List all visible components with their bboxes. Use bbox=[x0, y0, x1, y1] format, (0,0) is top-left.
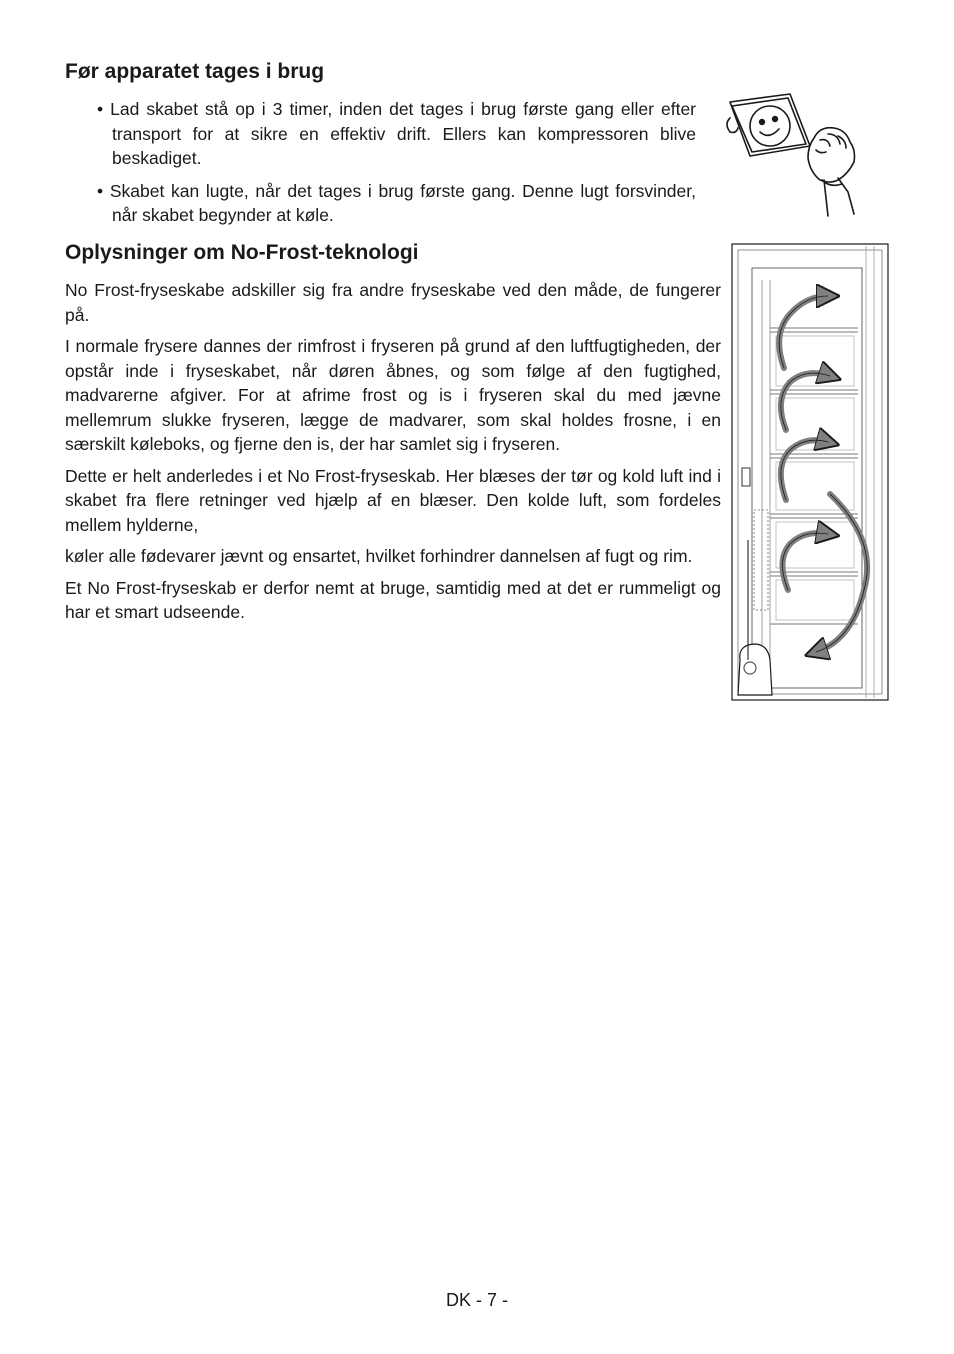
paragraph: Dette er helt anderledes i et No Frost-fryseskab. Her blæses der tør og kold luft ind i skabet fra flere retninger ved hjælp af en blæser. Den kolde luft, som fordeles mellem hylderne, bbox=[65, 465, 721, 535]
list-item: • Skabet kan lugte, når det tages i brug første gang. Denne lugt forsvinder, når skabet begynder at køle. bbox=[96, 179, 696, 228]
section-title-no-frost: Oplysninger om No-Frost-teknologi bbox=[65, 241, 419, 264]
paragraph: No Frost-fryseskabe adskiller sig fra andre fryseskabe ved den måde, de fungerer på. bbox=[65, 280, 721, 325]
paragraph: Et No Frost-fryseskab er derfor nemt at bruge, samtidig med at det er rummeligt og har et smart udseende. bbox=[65, 577, 721, 622]
no-frost-text bbox=[65, 278, 721, 632]
list-item: • Lad skabet stå op i 3 timer, inden det tages i brug første gang eller efter transport for at sikre en effektiv drift. Ellers kan kompressoren blive beskadiget. bbox=[96, 97, 696, 171]
before-use-list bbox=[96, 97, 696, 236]
paragraph: I normale frysere dannes der rimfrost i fryseren på grund af den luftfugtigheden, der opstår inde i fryseskabet, når døren åbnes, og som følge af den fugtighed, madvarerne afgiver. For at afrime frost og is i fryseren skal du med jævne mellemrum slukke fryseren, lægge de madvarer, som skal holdes frosne, i en særskilt køleboks, og fjerne den is, der har samlet sig i fryseren. bbox=[65, 336, 721, 454]
socket-and-hand-icon bbox=[724, 88, 874, 223]
no-frost-airflow-diagram bbox=[728, 240, 893, 705]
page-number: DK - 7 - bbox=[445, 1290, 508, 1310]
paragraph: køler alle fødevarer jævnt og ensartet, hvilket forhindrer dannelsen af fugt og rim. bbox=[65, 546, 693, 566]
section-title-before-use: Før apparatet tages i brug bbox=[65, 60, 325, 83]
